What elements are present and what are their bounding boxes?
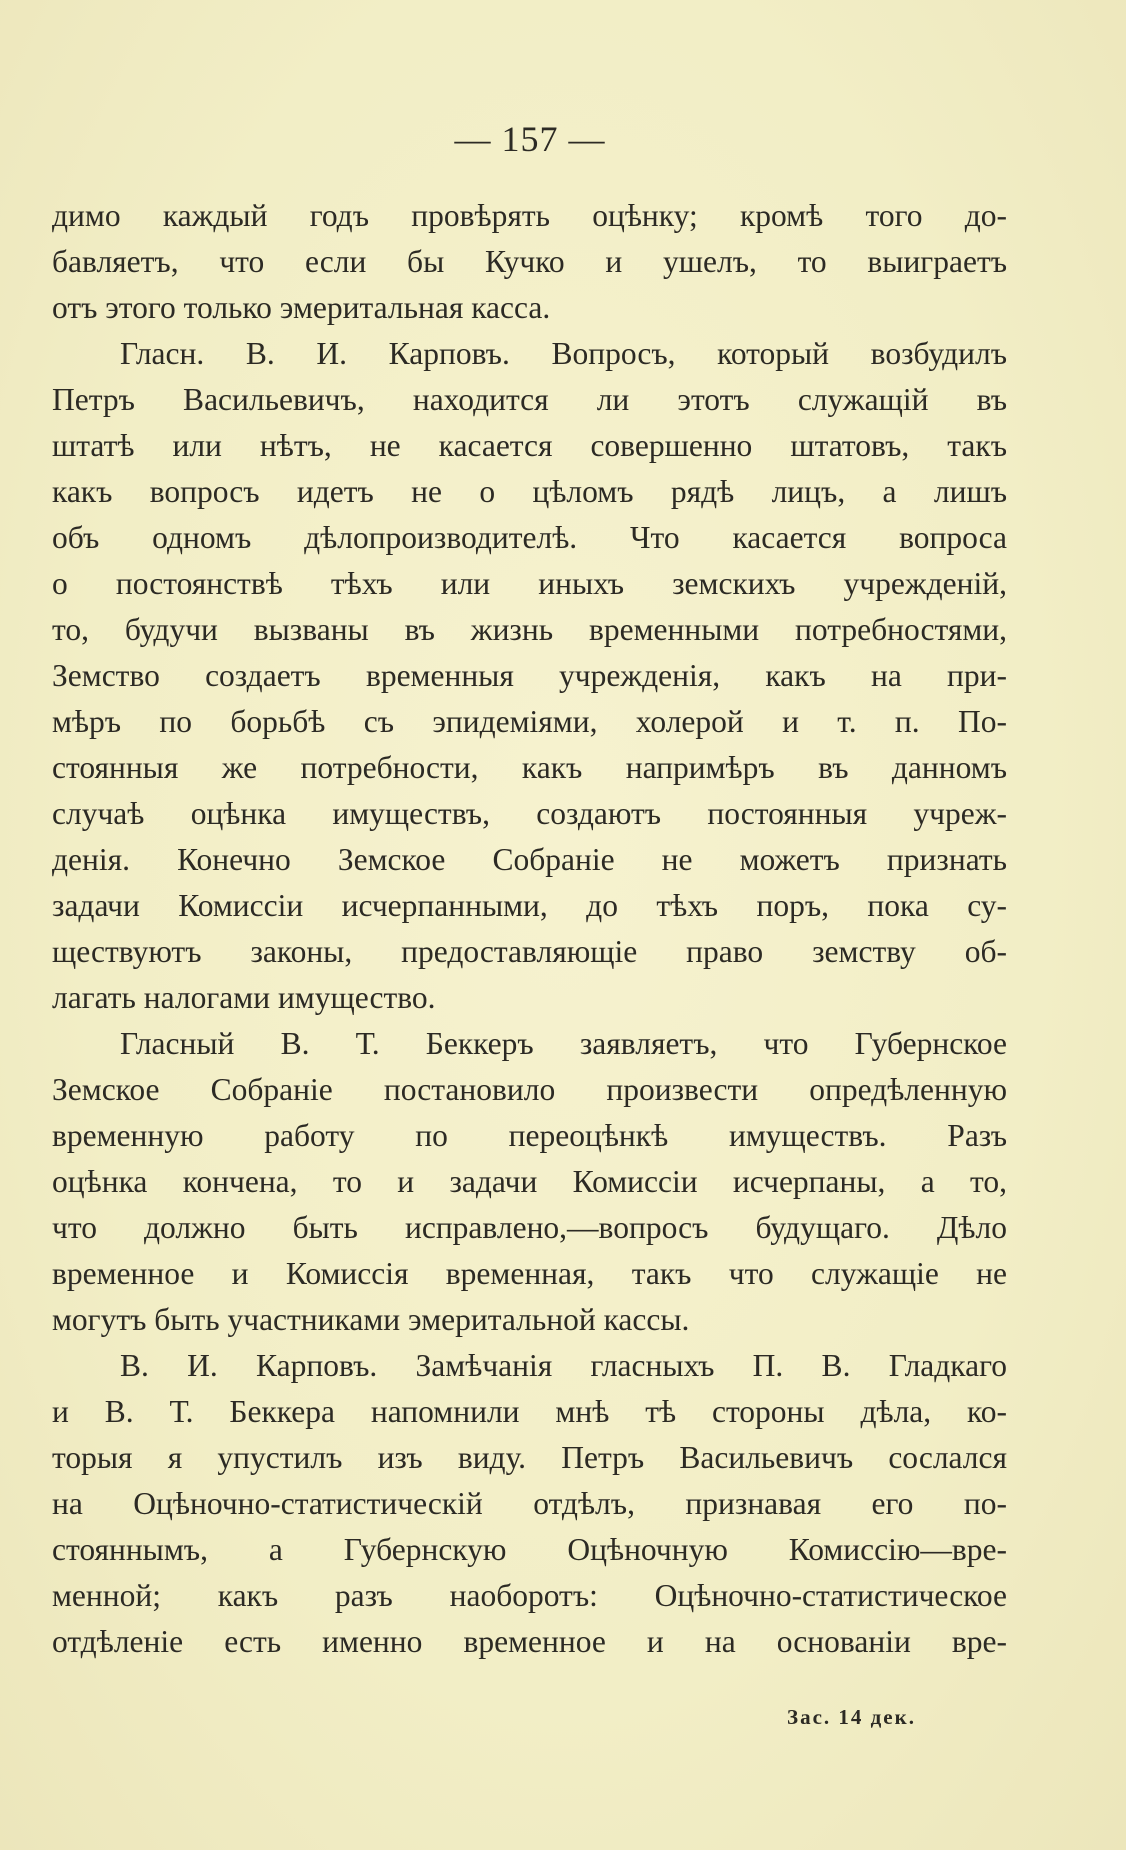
text-line: то, будучи вызваны въ жизнь временными потребностями, xyxy=(52,612,1007,647)
text-line: Земство создаетъ временныя учрежденія, какъ на при- xyxy=(52,658,1007,693)
paragraph-4 xyxy=(52,1343,1007,1665)
text-line: могутъ быть участниками эмеритальной кассы. xyxy=(52,1302,690,1337)
text-line: объ одномъ дѣлопроизводителѣ. Что касается вопроса xyxy=(52,520,1007,555)
text-line: о постоянствѣ тѣхъ или иныхъ земскихъ учрежденій, xyxy=(52,566,1007,601)
text-line: В. И. Карповъ. Замѣчанія гласныхъ П. В. Гладкаго xyxy=(120,1348,1007,1383)
text-line: какъ вопросъ идетъ не о цѣломъ рядѣ лицъ, а лишъ xyxy=(52,474,1007,509)
text-line: оцѣнка кончена, то и задачи Комиссіи исчерпаны, а то, xyxy=(52,1164,1007,1199)
text-line: отдѣленіе есть именно временное и на основаніи вре- xyxy=(52,1624,1007,1659)
text-line: на Оцѣночно-статистическій отдѣлъ, признавая его по- xyxy=(52,1486,1007,1521)
text-line: димо каждый годъ провѣрять оцѣнку; кромѣ того до- xyxy=(52,198,1007,233)
body-text xyxy=(52,193,1007,1665)
text-line: денія. Конечно Земское Собраніе не можетъ признать xyxy=(52,842,1007,877)
text-line: временную работу по переоцѣнкѣ имуществъ. Разъ xyxy=(52,1118,1007,1153)
paragraph-3 xyxy=(52,1021,1007,1343)
text-line: и В. Т. Беккера напомнили мнѣ тѣ стороны дѣла, ко- xyxy=(52,1394,1007,1429)
text-line: временное и Комиссія временная, такъ что служащіе не xyxy=(52,1256,1007,1291)
signature-mark: Зас. 14 дек. xyxy=(787,1705,916,1729)
text-line: стояннымъ, а Губернскую Оцѣночную Комиссію—вре- xyxy=(52,1532,1007,1567)
text-line: менной; какъ разъ наоборотъ: Оцѣночно-статистическое xyxy=(52,1578,1007,1613)
text-line: ществуютъ законы, предоставляющіе право земству об- xyxy=(52,934,1007,969)
text-line: что должно быть исправлено,—вопросъ будущаго. Дѣло xyxy=(52,1210,1007,1245)
text-line: торыя я упустилъ изъ виду. Петръ Васильевичъ сослался xyxy=(52,1440,1007,1475)
paragraph-2 xyxy=(52,331,1007,1021)
text-line: задачи Комиссіи исчерпанными, до тѣхъ поръ, пока су- xyxy=(52,888,1007,923)
text-line: случаѣ оцѣнка имуществъ, создаютъ постоянныя учреж- xyxy=(52,796,1007,831)
text-line: Земское Собраніе постановило произвести опредѣленную xyxy=(52,1072,1007,1107)
text-line: штатѣ или нѣтъ, не касается совершенно штатовъ, такъ xyxy=(52,428,1007,463)
text-line: Гласн. В. И. Карповъ. Вопросъ, который возбудилъ xyxy=(120,336,1007,371)
text-line: Петръ Васильевичъ, находится ли этотъ служащій въ xyxy=(52,382,1007,417)
text-line: лагать налогами имущество. xyxy=(52,980,436,1015)
text-line: бавляетъ, что если бы Кучко и ушелъ, то выиграетъ xyxy=(52,244,1007,279)
text-line: Гласный В. Т. Беккеръ заявляетъ, что Губернское xyxy=(120,1026,1007,1061)
paragraph-1 xyxy=(52,193,1007,331)
text-line: отъ этого только эмеритальная касса. xyxy=(52,290,551,325)
text-line: стоянныя же потребности, какъ напримѣръ въ данномъ xyxy=(52,750,1007,785)
text-line: мѣръ по борьбѣ съ эпидеміями, холерой и т. п. По- xyxy=(52,704,1007,739)
page-number: — 157 — xyxy=(454,119,606,159)
